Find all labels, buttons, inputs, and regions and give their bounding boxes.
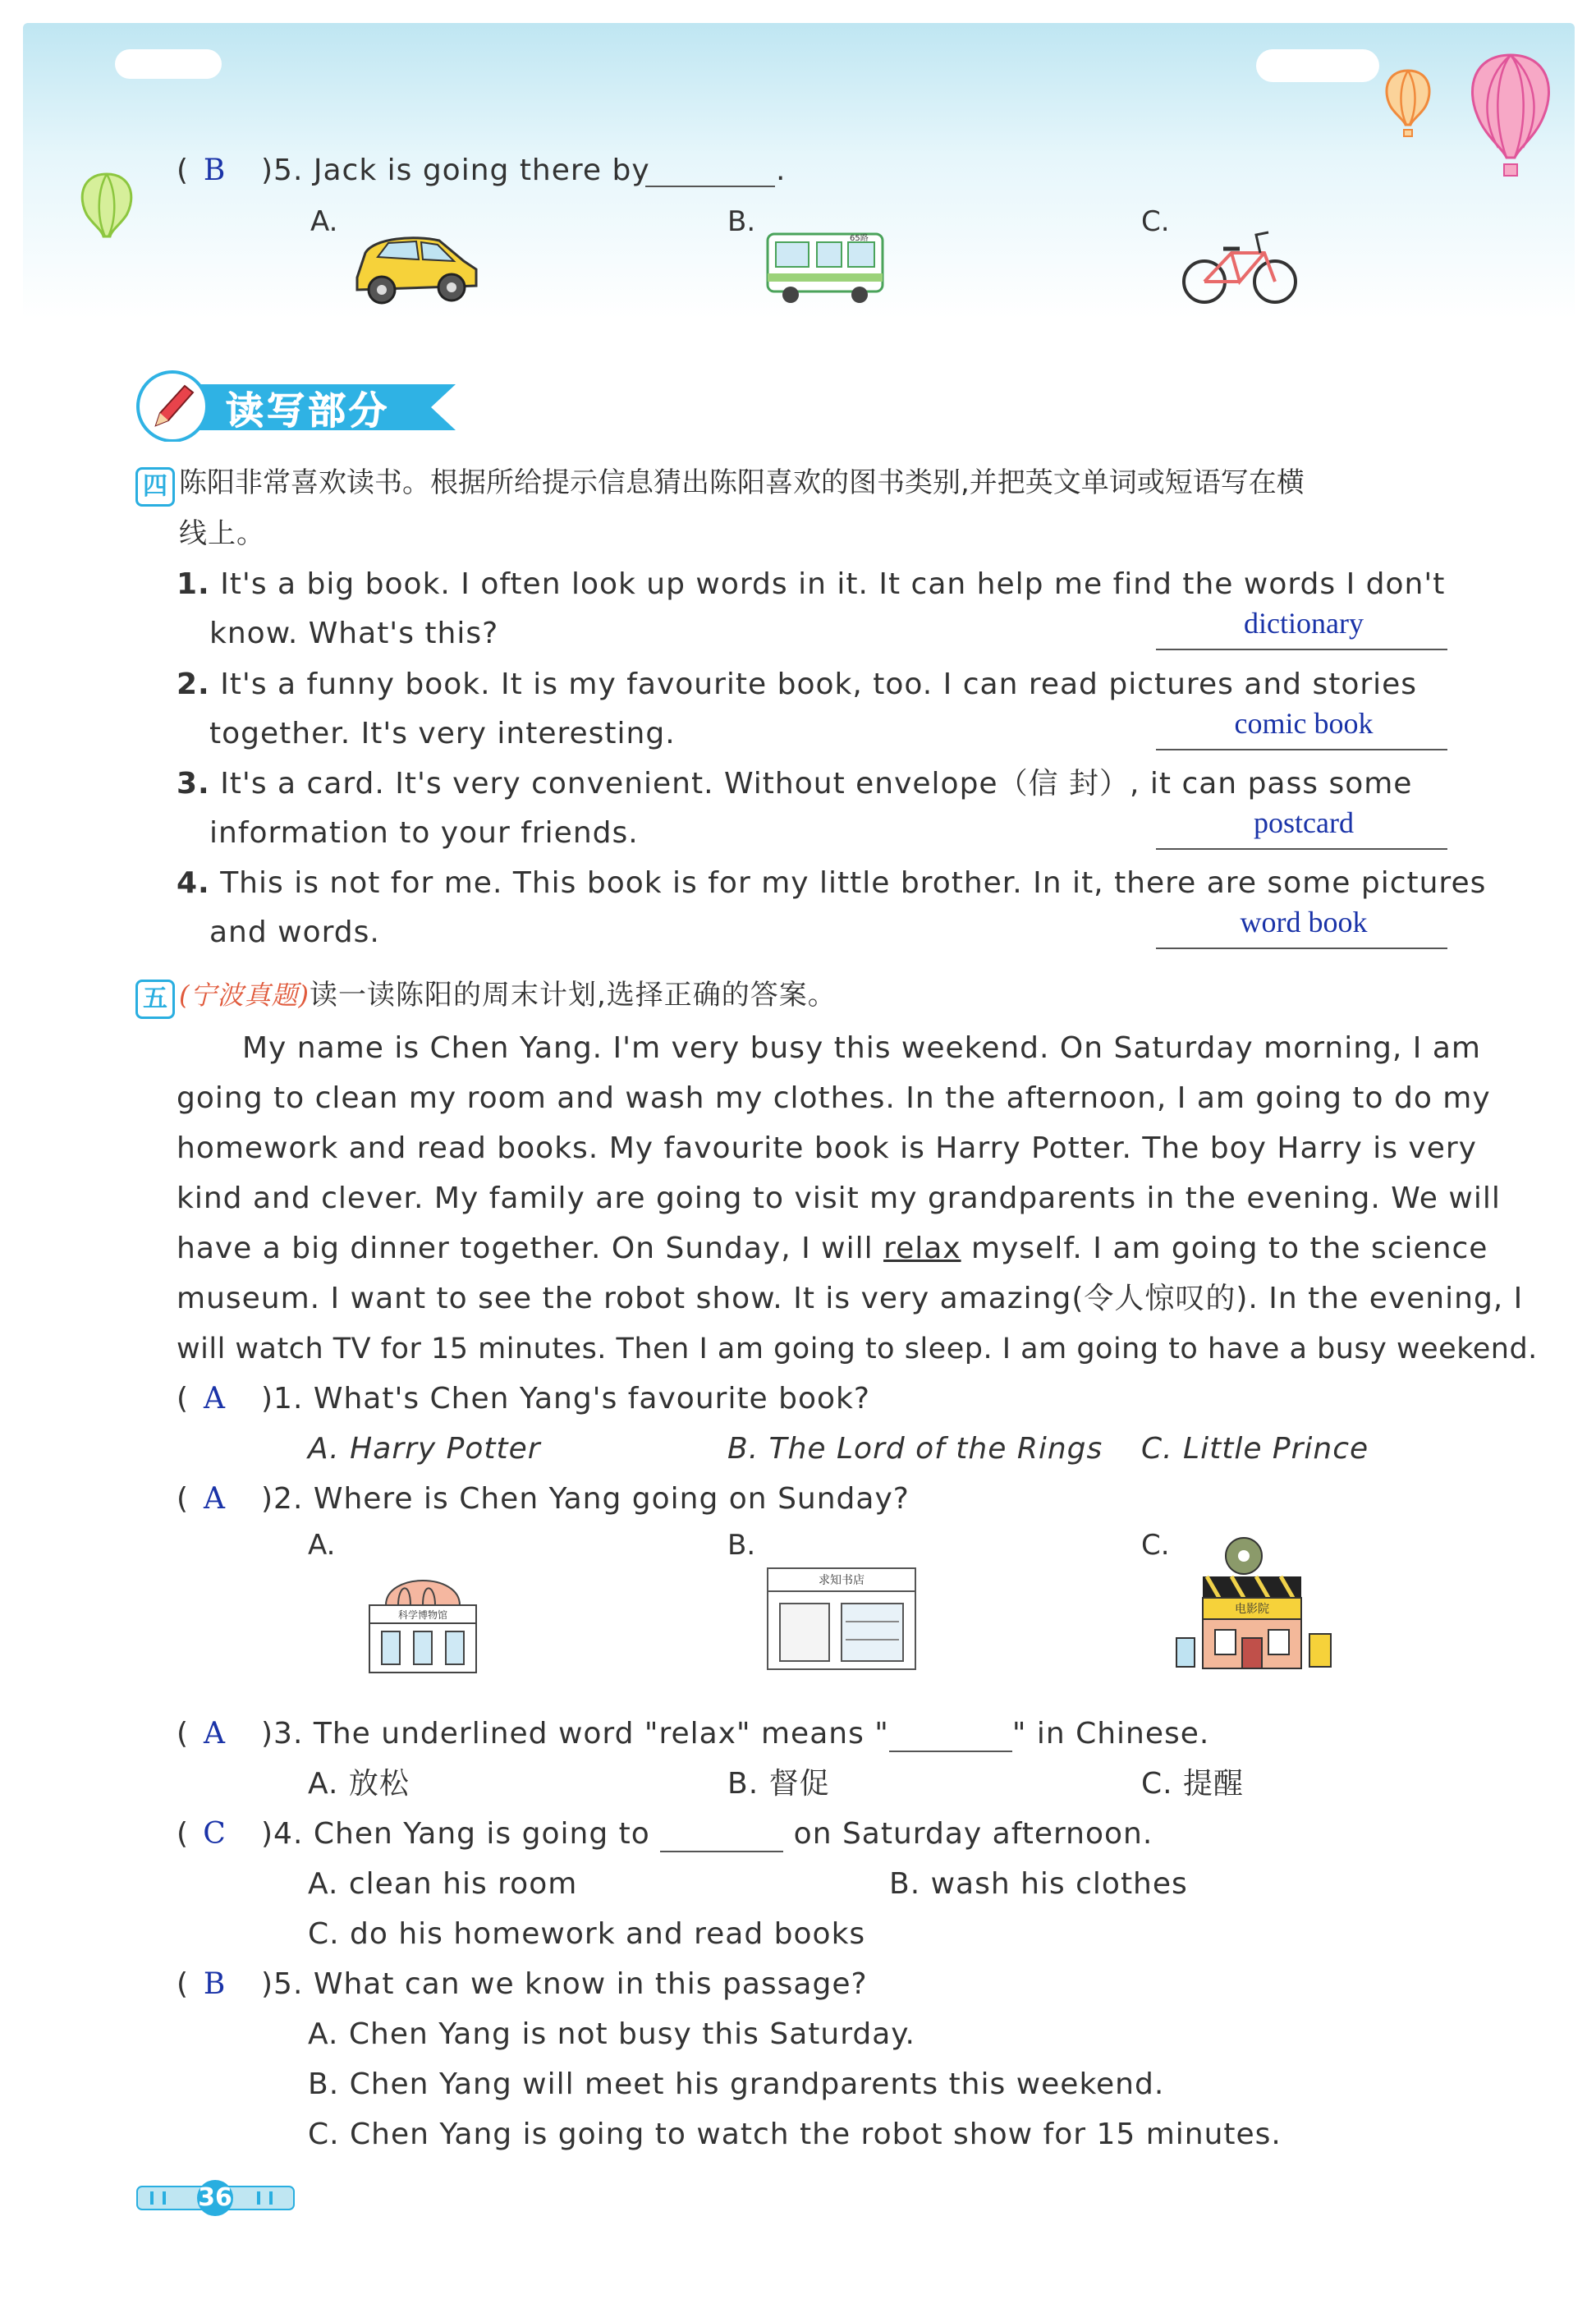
question-text [261,1966,868,2003]
science-museum-icon [353,1556,493,1679]
passage-line [177,1231,1488,1267]
question-number: )5. [261,154,304,187]
item-number: 3. [177,767,210,801]
question-stem: Where is Chen Yang going on Sunday? [313,1482,910,1516]
answer-blank [1156,649,1447,650]
passage-line: going to clean my room and wash my clothes. In the afternoon, I am going to do my [177,1081,1491,1115]
item-line: information to your friends. [209,816,639,850]
item-line: It's a card. It's very convenient. Without envelope（信 封）, it can pass some [220,767,1413,801]
question-text [261,1816,1153,1852]
item-line: It's a funny book. It is my favourite book, too. I can read pictures and stories [220,668,1418,701]
question-stem: Jack is going there by [313,154,650,187]
section-title: 读写部分 [226,388,390,433]
passage-line: museum. I want to see the robot show. It is very amazing(令人惊叹的). In the evening, I [177,1282,1524,1315]
answer-fill: postcard [1254,806,1354,839]
cloud-decoration [1256,49,1379,82]
option-label-b: B. [727,205,756,238]
instruction-line: 陈阳非常喜欢读书。根据所给提示信息猜出陈阳喜欢的图书类别,并把英文单词或短语写在横 [179,466,1305,499]
item-line: together. It's very interesting. [209,717,676,750]
answer-fill: comic book [1234,707,1374,740]
answer-blank [1156,948,1447,949]
option-c: C. Little Prince [1141,1432,1369,1466]
answer-bracket: ( C [177,1816,241,1852]
answer-bracket: ( A [177,1381,241,1417]
bus-sign: 65路 [850,234,869,243]
option-b: B. 督促 [727,1767,830,1801]
instruction-line [179,977,837,1013]
bookstore-icon [759,1564,924,1675]
passage-line: kind and clever. My family are going to visit my grandparents in the evening. We will [177,1182,1501,1215]
instruction-line: 线上。 [179,517,265,550]
building-sign: 科学博物馆 [397,1609,448,1621]
section-header [135,368,464,442]
cloud-decoration [115,49,222,79]
option-b: B. Chen Yang will meet his grandparents this weekend. [308,2067,1165,2101]
option-label-a: A. [310,205,338,238]
question-end: . [776,154,787,187]
answer-bracket: ( B [177,1966,241,2003]
answer-bracket: ( B [177,153,241,189]
item-line: It's a big book. I often look up words in it. It can help me find the words I don't [220,567,1446,601]
question-stem: What's Chen Yang's favourite book? [313,1382,871,1416]
option-a: A. clean his room [308,1867,578,1901]
source-tag: (宁波真题) [179,980,310,1011]
question-text [261,1481,910,1517]
question-text [261,1716,1209,1752]
passage-line: will watch TV for 15 minutes. Then I am going to sleep. I am going to have a busy weekend. [177,1333,1538,1365]
item-line: know. What's this? [209,617,499,650]
page-number-badge [135,2180,296,2216]
option-label-c: C. [1141,1529,1170,1562]
building-sign: 求知书店 [819,1574,864,1587]
option-c: C. 提醒 [1141,1767,1245,1801]
item-number: 1. [177,567,210,601]
option-a: A. Harry Potter [308,1432,541,1466]
option-b: B. wash his clothes [889,1867,1188,1901]
answer-letter: B [203,154,226,187]
section-badge: 四 [135,467,175,507]
question-text [261,153,650,189]
question-stem: Chen Yang is going to [313,1817,650,1851]
underlined-word: relax [883,1232,961,1265]
passage-line: homework and read books. My favourite book is Harry Potter. The boy Harry is very [177,1131,1477,1165]
bus-icon [759,226,891,308]
question-stem: " in Chinese. [1011,1717,1210,1751]
page-number: 36 [198,2183,232,2212]
question-number: )2. [261,1482,304,1516]
question-number: )4. [261,1817,304,1851]
option-c: C. Chen Yang is going to watch the robot show for 15 minutes. [308,2118,1282,2151]
passage-line: My name is Chen Yang. I'm very busy this weekend. On Saturday morning, I am [242,1031,1481,1065]
option-label-b: B. [727,1529,756,1562]
answer-letter: C [203,1817,226,1851]
small-balloon-icon [1379,67,1437,141]
green-balloon-icon [74,171,140,253]
item-line: This is not for me. This book is for my little brother. In it, there are some pictures [220,866,1487,900]
option-a: A. Chen Yang is not busy this Saturday. [308,2017,915,2051]
answer-blank [1156,749,1447,750]
question-number: )1. [261,1382,304,1416]
question-stem: What can we know in this passage? [313,1967,868,2001]
item-number: 4. [177,866,210,900]
answer-bracket: ( A [177,1481,241,1517]
answer-blank [645,186,775,187]
car-icon [341,220,488,310]
question-text [261,1381,870,1417]
answer-bracket: ( A [177,1716,241,1752]
option-label-a: A. [308,1529,336,1562]
answer-fill: dictionary [1244,607,1364,640]
option-c: C. do his homework and read books [308,1917,866,1951]
bicycle-icon [1178,220,1301,310]
hot-air-balloon-icon [1461,51,1560,190]
instruction-text: 读一读陈阳的周末计划,选择正确的答案。 [309,979,837,1012]
passage-text: have a big dinner together. On Sunday, I will [177,1232,874,1265]
answer-fill: word book [1240,906,1368,938]
option-label-c: C. [1141,205,1170,238]
question-stem: on Saturday afternoon. [793,1817,1153,1851]
question-stem: The underlined word "relax" means " [313,1717,889,1751]
item-line: and words. [209,915,380,949]
answer-letter: A [204,1482,226,1516]
question-number: )3. [261,1717,304,1751]
option-b: B. The Lord of the Rings [727,1432,1103,1466]
cinema-icon [1170,1531,1342,1675]
answer-letter: A [204,1382,226,1416]
question-number: )5. [261,1967,304,2001]
section-badge: 五 [135,980,175,1019]
option-a: A. 放松 [308,1767,410,1801]
answer-blank [660,1823,783,1852]
answer-blank [889,1723,1012,1752]
answer-blank [1156,848,1447,850]
answer-letter: A [204,1717,226,1751]
passage-text: myself. I am going to the science [971,1232,1488,1265]
building-sign: 电影院 [1235,1603,1269,1616]
item-number: 2. [177,668,210,701]
answer-letter: B [203,1967,226,2001]
